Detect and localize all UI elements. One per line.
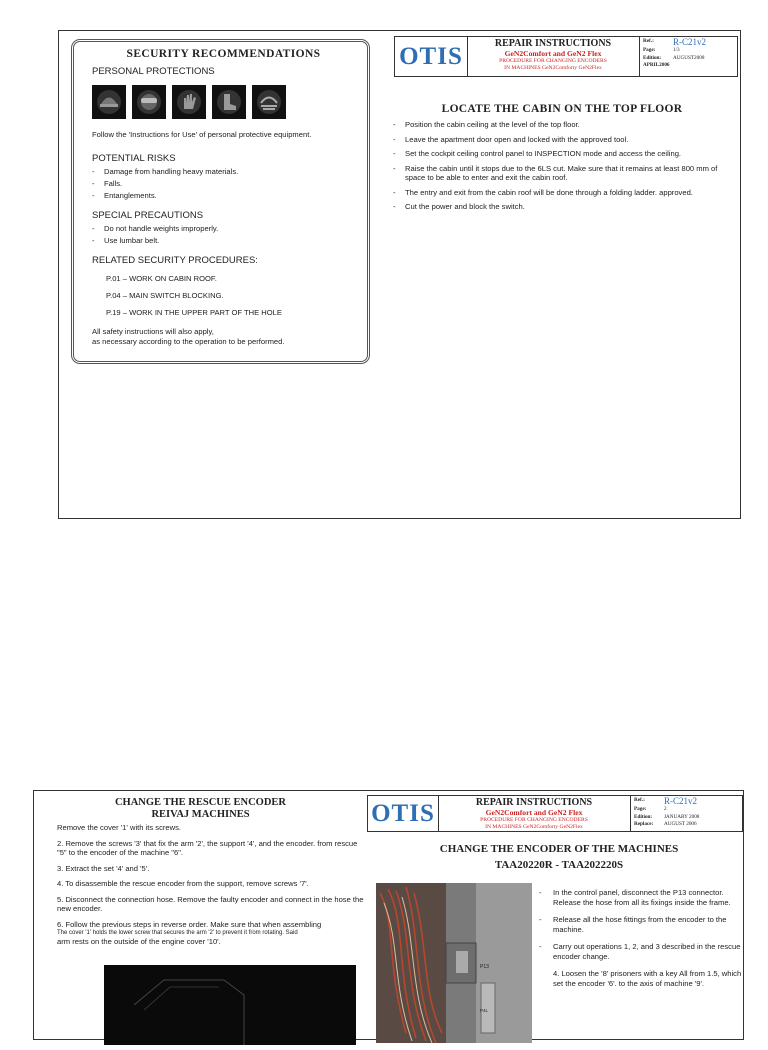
control-panel-photo-art <box>376 883 532 1043</box>
ppe-icons <box>92 85 355 119</box>
security-recommendations-box <box>71 39 370 364</box>
machine-encoder-steps <box>539 888 744 996</box>
header-title-block <box>467 37 640 76</box>
header-title: REPAIR INSTRUCTIONS <box>494 38 612 49</box>
list-item: - Leave the apartment door open and locked with the approved tool. <box>393 135 738 145</box>
goggles-icon <box>132 85 166 119</box>
page-value: 1/3 <box>673 47 680 53</box>
ref-label: Ref.: <box>634 797 645 803</box>
rescue-step-4: 4. To disassemble the rescue encoder from the support, remove screws '7'. <box>57 879 309 888</box>
header-subtitle: GeN2Comfort and GeN2 Flex <box>485 808 583 817</box>
special-precautions-heading: SPECIAL PRECAUTIONS <box>92 209 204 221</box>
header-procedure-2: IN MACHINES GeN2Comforty GeN2Flex <box>485 823 583 830</box>
machine-encoder-title <box>379 841 739 873</box>
photo-label-p13: P13 <box>480 964 489 970</box>
boots-icon <box>212 85 246 119</box>
rescue-step-3: 3. Extract the set '4' and '5'. <box>57 863 150 873</box>
header-meta <box>630 796 742 831</box>
list-item: - Use lumbar belt. <box>92 235 355 247</box>
header-subtitle: GeN2Comfort and GeN2 Flex <box>504 49 602 58</box>
document-page-1 <box>58 30 741 519</box>
list-item: P.19 – WORK IN THE UPPER PART OF THE HOLE <box>106 307 282 317</box>
rescue-step-2: 2. Remove the screws '3' that fix the arm '2', the support '4', and the encoder. from rescue "5" to the encoder of the machine "6". <box>57 838 358 857</box>
potential-risks-heading: POTENTIAL RISKS <box>92 152 176 164</box>
machine-title-line-1: CHANGE THE ENCODER OF THE MACHINES <box>439 843 679 855</box>
precautions-list <box>92 223 355 247</box>
rescue-step-5: 5. Disconnect the connection hose. Remove the faulty encoder and connect in the hose the new encoder. <box>57 894 364 913</box>
list-item: - Position the cabin ceiling at the level of the top floor. <box>393 120 738 130</box>
rescue-title-line-2: REIVAJ MACHINES <box>151 809 250 820</box>
replace-value: AUGUST 2006 <box>664 821 697 827</box>
control-panel-photo <box>376 883 532 1043</box>
header-title: REPAIR INSTRUCTIONS <box>475 797 593 808</box>
header-procedure-1: PROCEDURE FOR CHANGING ENCODERS <box>499 58 607 64</box>
header-procedure-2: IN MACHINES GeN2Comforty GeN2Flex <box>504 64 602 71</box>
rescue-encoder-steps <box>34 823 367 947</box>
page-label: Page: <box>643 47 656 53</box>
document-header-2 <box>367 795 743 832</box>
edition-value: JANUARY 2008 <box>664 813 700 820</box>
locate-cabin-steps <box>393 120 738 217</box>
machine-step-1: - In the control panel, disconnect the P13 connector. Release the hose from all its fixings inside the frame. <box>539 888 744 907</box>
safety-footer-1: All safety instructions will also apply, <box>92 326 214 336</box>
document-page-2 <box>33 790 744 1040</box>
locate-cabin-title: LOCATE THE CABIN ON THE TOP FLOOR <box>441 103 683 115</box>
security-title: SECURITY RECOMMENDATIONS <box>126 48 321 60</box>
related-procedures-heading: RELATED SECURITY PROCEDURES: <box>92 254 258 266</box>
otis-logo: OTIS <box>395 37 468 76</box>
edition-value: AUGUST2008 <box>673 54 705 61</box>
rescue-encoder-title <box>34 797 367 821</box>
ref-label: Ref.: <box>643 38 654 44</box>
rescue-step-6: 6. Follow the previous steps in reverse order. Make sure that when assembling <box>57 919 322 929</box>
list-item: - Damage from handling heavy materials. <box>92 166 355 178</box>
replace-label: Replace: <box>634 821 654 827</box>
machine-step-3: - Carry out operations 1, 2, and 3 described in the rescue encoder change. <box>539 942 744 961</box>
procedures-list <box>106 270 355 321</box>
rescue-intro: Remove the cover '1' with its screws. <box>57 823 182 832</box>
rescue-step-6-note: The cover '1' holds the lower screw that secures the arm '2' to prevent it from rotating. Said <box>57 930 298 936</box>
rescue-step-6-end: arm rests on the outside of the engine cover '10'. <box>57 937 221 946</box>
page-label: Page: <box>634 806 647 812</box>
list-item: - Falls. <box>92 178 355 190</box>
header-meta <box>639 37 737 76</box>
encoder-outline-icon <box>104 965 356 1045</box>
header-procedure-1: PROCEDURE FOR CHANGING ENCODERS <box>480 817 588 823</box>
list-item: - Set the cockpit ceiling control panel to INSPECTION mode and access the ceiling. <box>393 149 738 159</box>
photo-label-p4l: P4L <box>480 1008 489 1013</box>
page-value: 2 <box>664 806 667 812</box>
machine-step-2: - Release all the hose fittings from the encoder to the machine. <box>539 915 744 934</box>
rescue-encoder-section <box>34 791 367 947</box>
ref-value: R-C21v2 <box>673 37 707 47</box>
ref-value: R-C21v2 <box>664 796 698 806</box>
edition-label: Edition: <box>643 54 662 61</box>
rescue-title-line-1: CHANGE THE RESCUE ENCODER <box>114 797 287 808</box>
ppe-instructions: Follow the 'Instructions for Use' of personal protective equipment. <box>92 130 312 139</box>
extra-value: APRIL2006 <box>643 62 670 68</box>
machine-step-4: 4. Loosen the '8' prisoners with a key All from 1.5, which set the encoder '6'. to the axis of machine '9'. <box>553 969 742 988</box>
personal-protections-heading: PERSONAL PROTECTIONS <box>92 66 215 77</box>
list-item: - Cut the power and block the switch. <box>393 202 738 212</box>
risks-list <box>92 166 355 202</box>
otis-logo: OTIS <box>368 796 439 831</box>
edition-label: Edition: <box>634 813 653 820</box>
document-header <box>394 36 738 77</box>
harness-icon <box>252 85 286 119</box>
helmet-icon <box>92 85 126 119</box>
encoder-diagram-image <box>104 965 356 1045</box>
list-item: P.04 – MAIN SWITCH BLOCKING. <box>106 290 224 300</box>
safety-footer-2: as necessary according to the operation to be performed. <box>92 336 285 346</box>
list-item: - The entry and exit from the cabin roof will be done through a folding ladder. approved. <box>393 188 738 198</box>
list-item: - Raise the cabin until it stops due to the 6LS cut. Make sure that it remains at least 800 mm of space to be able to enter and exit the cabin roof. <box>393 164 738 183</box>
list-item: - Do not handle weights improperly. <box>92 223 355 235</box>
list-item: P.01 – WORK ON CABIN ROOF. <box>106 273 217 283</box>
gloves-icon <box>172 85 206 119</box>
header-title-block <box>438 796 631 831</box>
list-item: - Entanglements. <box>92 190 355 202</box>
machine-title-line-2: TAA20220R - TAA202220S <box>494 859 624 871</box>
